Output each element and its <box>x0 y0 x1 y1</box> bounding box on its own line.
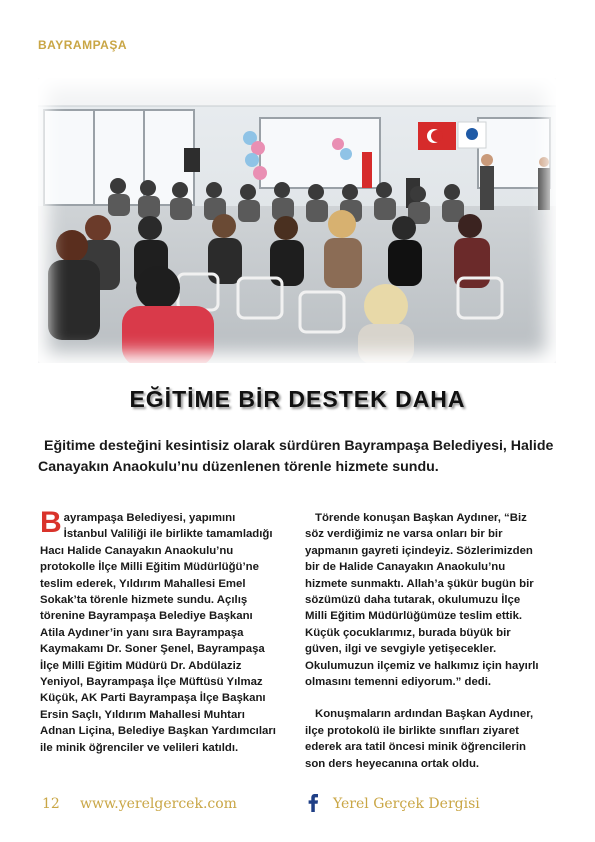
article-headline: EĞİTİME BİR DESTEK DAHA <box>129 386 466 412</box>
ceremony-photo-illustration <box>38 78 556 363</box>
website-link[interactable]: www.yerelgercek.com <box>80 796 237 812</box>
paragraph-2: Törende konuşan Başkan Aydıner, “Biz söz verdiğimiz ne varsa onları bir bir yapmanın gayreti içindeyiz. Sözlerimizden bir de Halide Canayakın Anaokulu’nu hizmete sunmaktı. Allah’a şükür bugün bir sözümüzü daha tutarak, okulumuzu İlçe Milli Eğitim Müdürlüğümüze teslim ettik. Küçük çocuklarımız, burada büyük bir güven, ilgi ve sevgiyle yetişecekler. Okulumuzun ilçemiz ve halkımız için hayırlı olmasını temenni ediyorum.” dedi. <box>305 512 539 689</box>
article-photo <box>38 78 556 363</box>
magazine-name: Yerel Gerçek Dergisi <box>333 796 480 812</box>
article-column-left <box>40 506 278 772</box>
paragraph-3: Konuşmaların ardından Başkan Aydıner, ilçe protokolü ile birlikte sınıfları ziyaret ederek ara tatil öncesi minik öğrencilerin son ders heyecanına ortak oldu. <box>305 708 534 770</box>
paragraph-1-text: ayrampaşa Belediyesi, yapımını İstanbul Valiliği ile birlikte tamamladığı Hacı Halide Canayakın Anaokulu’nu protokolle İlçe Milli Eğitim Müdürlüğü’ne teslim ederek, Yıldırım Mahallesi Emel Sokak’ta törenle hizmete sundu. Açılış törenine Bayrampaşa Belediye Başkanı Atila Aydıner’in yanı sıra Bayrampaşa Kaymakamı Dr. Soner Şenel, Bayrampaşa İlçe Milli Eğitim Müdürü Dr. Abdülaziz Yeniyol, Bayrampaşa İlçe Müftüsü Yılmaz Küçük, AK Parti Bayrampaşa İlçe Başkanı Ersin Saçlı, Yıldırım Mahallesi Muhtarı Adnan Liçina, Belediye Başkan Yardımcıları ile minik öğrenciler ve velileri katıldı. <box>40 512 276 754</box>
paragraph-1 <box>40 506 278 756</box>
article-lead: Eğitime desteğini kesintisiz olarak sürdüren Bayrampaşa Belediyesi, Halide Canayakın Anaokulu’nu düzenlenen törenle hizmete sundu. <box>38 438 554 475</box>
page-number: 12 <box>42 796 60 812</box>
brand-header: BAYRAMPAŞA <box>38 38 128 52</box>
facebook-icon[interactable] <box>307 794 319 812</box>
drop-cap: B <box>40 506 62 539</box>
article-column-right <box>305 510 543 788</box>
